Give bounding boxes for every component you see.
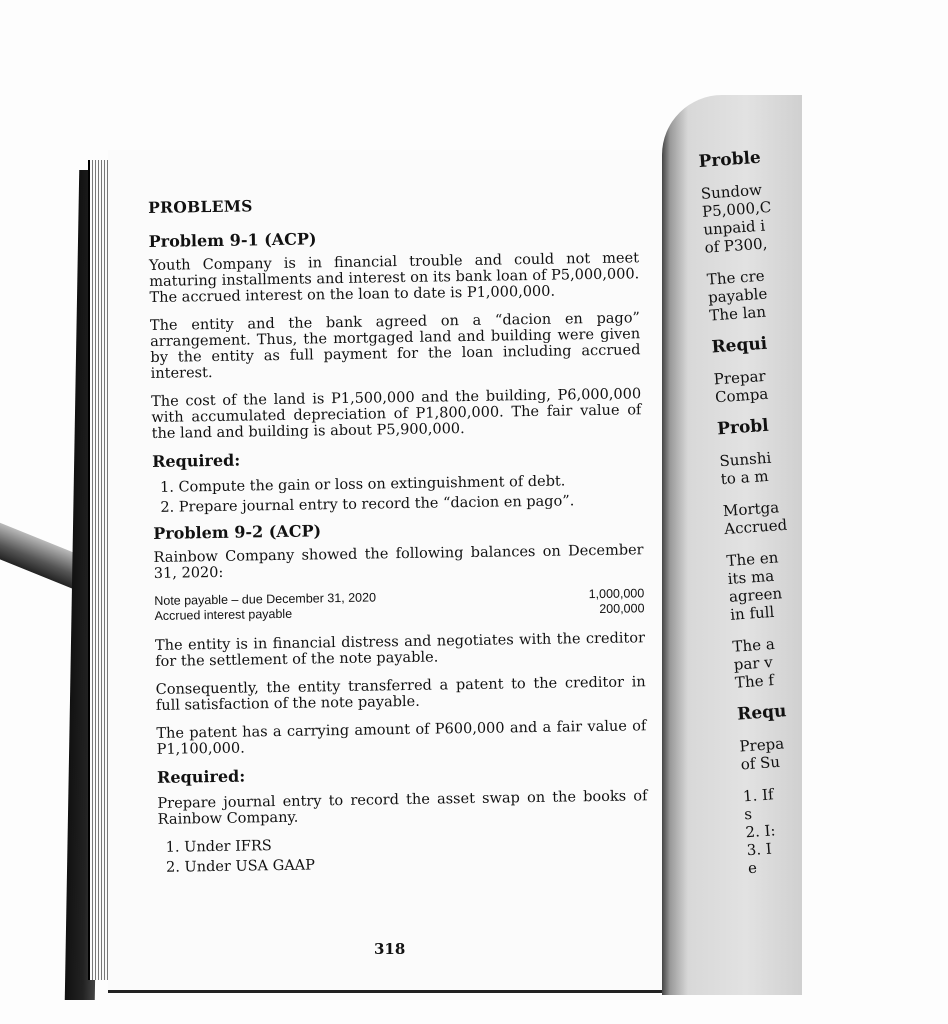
requirement-item: 1. Compute the gain or loss on extinguishment of debt.	[178, 472, 642, 495]
right-line: agreen	[728, 584, 783, 606]
right-line: 2. I:	[744, 821, 777, 842]
balance-label: Note payable – due December 31, 2020	[154, 590, 377, 608]
problem-9-2-paragraph: The patent has a carrying amount of P600,000 and a fair value of P1,100,000.	[156, 718, 647, 758]
problem-9-2-paragraph: Consequently, the entity transferred a patent to the creditor in full satisfaction of the note payable.	[155, 674, 646, 714]
right-line: 3. I	[746, 839, 773, 860]
right-line: Accrued	[723, 515, 788, 539]
required-label: Required:	[156, 766, 246, 787]
right-line: Requ	[736, 701, 788, 725]
right-line: Sundow	[700, 180, 763, 203]
balance-amount: 200,000	[599, 601, 645, 616]
requirement-item: 2. Prepare journal entry to record the “dacion en pago”.	[179, 492, 643, 515]
problem-9-2-title: Problem 9-2 (ACP)	[153, 521, 322, 543]
problem-9-1-paragraph: Youth Company is in financial trouble and could not meet maturing installments and interest on its bank loan of P5,000,000. The accrued interest on the loan to date is P1,000,000.	[148, 250, 640, 306]
right-page-text	[698, 139, 948, 877]
right-line: in full	[729, 602, 775, 624]
right-line: of Su	[740, 752, 781, 774]
right-line: Compa	[714, 384, 769, 407]
requirement-item: 2. Under USA GAAP	[184, 852, 648, 875]
problem-9-1-title: Problem 9-1 (ACP)	[148, 229, 317, 251]
right-line: Prepa	[738, 734, 785, 756]
problem-9-1-paragraph: The entity and the bank agreed on a “dacion en pago” arrangement. Thus, the mortgaged land and building were given by the entity as full payment for the loan including accrued interest.	[149, 310, 641, 382]
balance-amount: 1,000,000	[588, 586, 645, 602]
right-line: Probl	[716, 415, 770, 440]
problem-9-1-requirements	[152, 472, 643, 516]
page-number: 318	[374, 940, 406, 958]
right-line: e	[747, 858, 758, 878]
problem-9-2-requirements	[158, 832, 649, 876]
right-line: Prepar	[713, 366, 767, 389]
required-label: Required:	[151, 450, 241, 471]
right-line: par v	[733, 653, 774, 674]
requirement-item: 1. Under IFRS	[184, 832, 648, 855]
right-line: to a m	[720, 466, 770, 489]
balance-label: Accrued interest payable	[154, 606, 293, 623]
right-line: s	[743, 804, 753, 824]
right-line: The f	[734, 671, 775, 692]
problem-9-1-paragraph: The cost of the land is P1,500,000 and the building, P6,000,000 with accumulated depreciation of P1,800,000. The fair value of the land and building is about P5,900,000.	[151, 386, 642, 442]
problem-9-2-instruction: Prepare journal entry to record the asset swap on the books of Rainbow Company.	[157, 788, 648, 828]
right-line: Sunshi	[718, 448, 772, 471]
right-line: The lan	[708, 302, 767, 325]
left-page-content	[148, 192, 649, 886]
right-line: its ma	[727, 566, 775, 588]
right-line: P5,000,C	[701, 198, 772, 221]
section-heading: PROBLEMS	[147, 196, 253, 217]
right-line: The cre	[706, 266, 766, 289]
right-line: The en	[725, 548, 779, 570]
right-line: payable	[707, 284, 768, 307]
right-line: unpaid i	[702, 216, 766, 239]
right-line: 1. If	[742, 785, 775, 806]
right-line: The a	[731, 634, 776, 656]
right-line: Requi	[710, 333, 768, 358]
balances-table	[154, 586, 644, 624]
right-line: Mortga	[722, 498, 780, 521]
problem-9-2-paragraph: The entity is in financial distress and negotiates with the creditor for the settlement of the note payable.	[154, 630, 646, 670]
right-page	[662, 95, 802, 995]
problem-9-2-intro: Rainbow Company showed the following balances on December 31, 2020:	[153, 542, 644, 582]
right-line: Proble	[697, 147, 762, 172]
right-line: of P300,	[703, 234, 768, 257]
